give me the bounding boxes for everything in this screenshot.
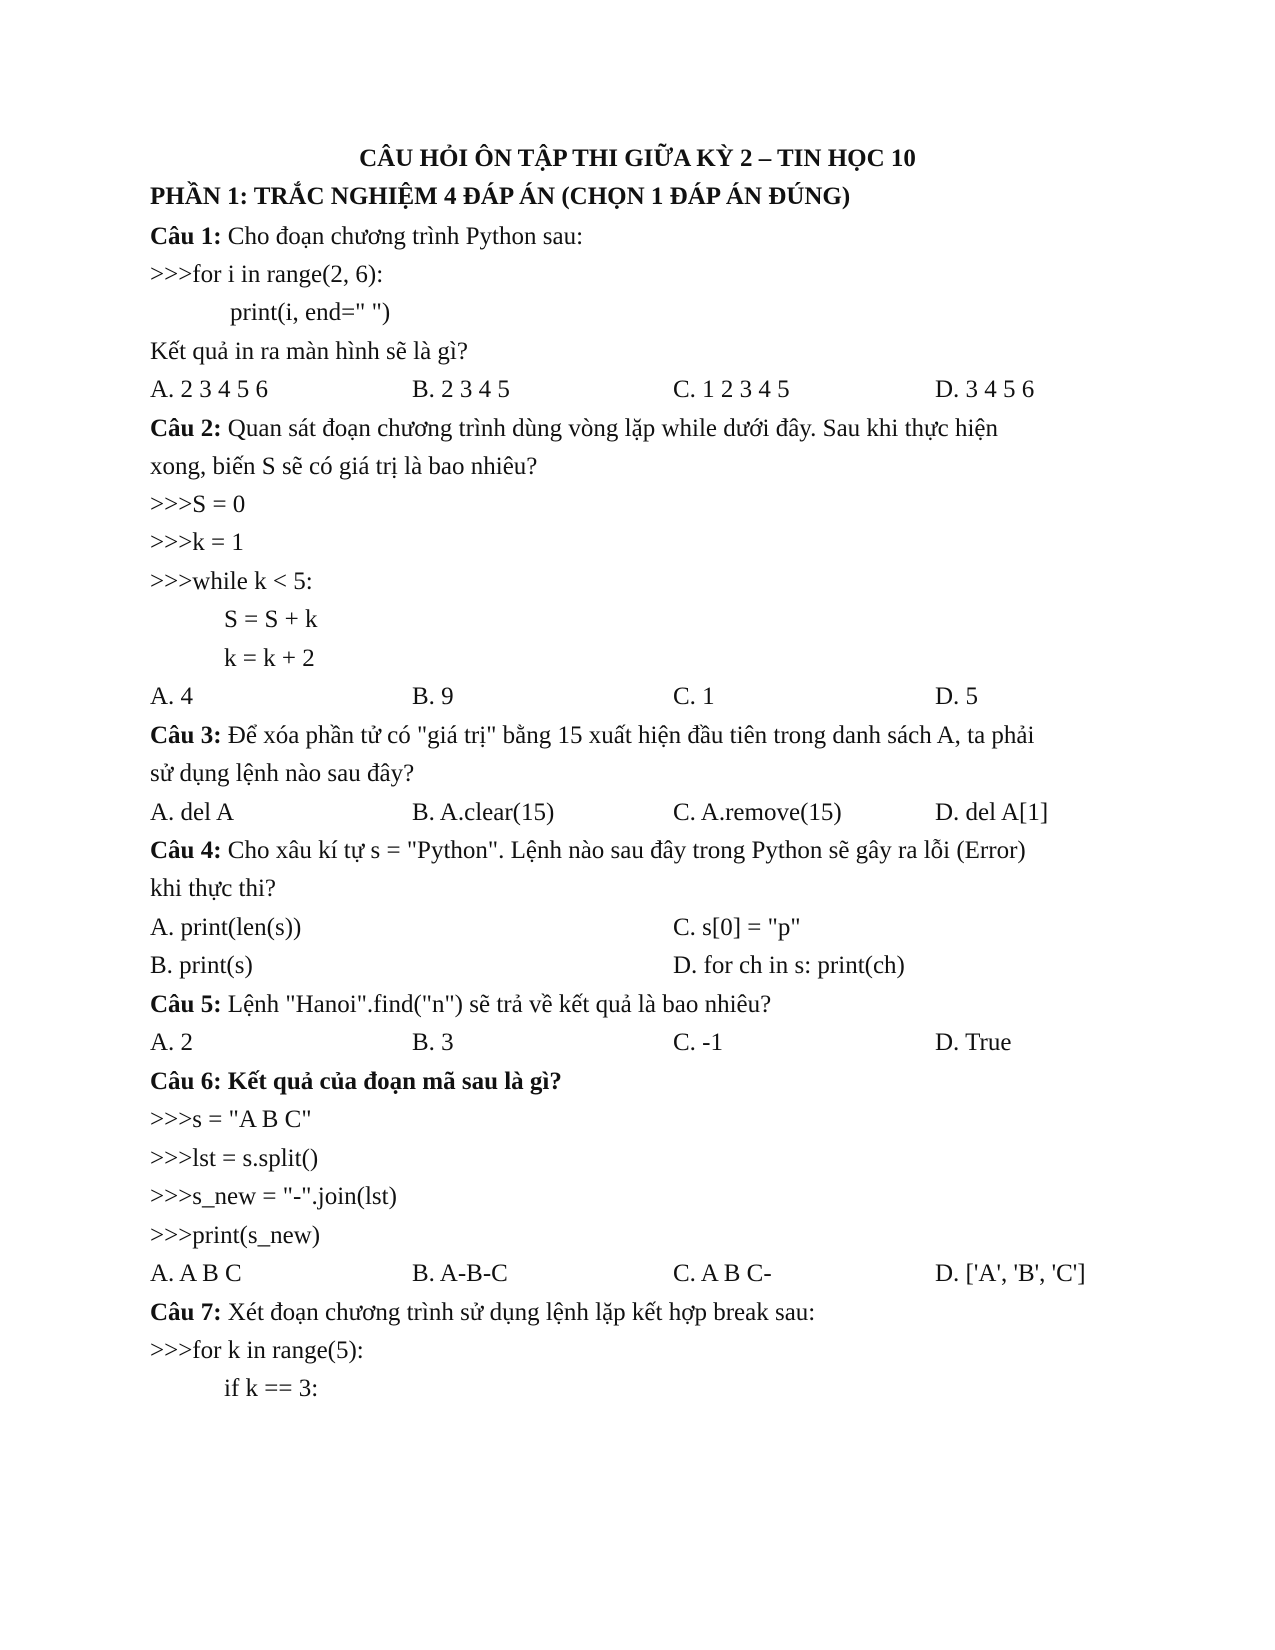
question-text: Lệnh "Hanoi".find("n") sẽ trả về kết quả là bao nhiêu? bbox=[221, 991, 772, 1018]
code-line: >>>while k < 5: bbox=[150, 568, 313, 595]
question-text-cont: khi thực thi? bbox=[150, 875, 277, 902]
question-2 bbox=[150, 414, 998, 444]
option-a: A. 2 3 4 5 6 bbox=[150, 376, 269, 403]
code-line: >>>s = "A B C" bbox=[150, 1106, 312, 1133]
question-text-cont: sử dụng lệnh nào sau đây? bbox=[150, 760, 415, 787]
code-line: >>>k = 1 bbox=[150, 529, 244, 556]
option-b: B. 3 bbox=[412, 1029, 454, 1056]
question-label: Câu 6: bbox=[150, 1068, 222, 1095]
code-line: >>>s_new = "-".join(lst) bbox=[150, 1183, 397, 1210]
question-text: Xét đoạn chương trình sử dụng lệnh lặp kết hợp break sau: bbox=[221, 1299, 816, 1326]
question-prompt: Kết quả in ra màn hình sẽ là gì? bbox=[150, 338, 468, 365]
code-line: >>>print(s_new) bbox=[150, 1222, 321, 1249]
option-b: B. 9 bbox=[412, 683, 454, 710]
question-5 bbox=[150, 990, 771, 1020]
code-line: >>>lst = s.split() bbox=[150, 1145, 319, 1172]
question-3 bbox=[150, 721, 1034, 751]
option-a: A. print(len(s)) bbox=[150, 914, 302, 941]
code-line: print(i, end=" ") bbox=[230, 299, 391, 326]
question-4 bbox=[150, 836, 1026, 866]
option-d: D. for ch in s: print(ch) bbox=[673, 952, 905, 979]
option-c: C. -1 bbox=[673, 1029, 723, 1056]
section-heading: PHẦN 1: TRẮC NGHIỆM 4 ĐÁP ÁN (CHỌN 1 ĐÁP ÁN ĐÚNG) bbox=[150, 183, 851, 210]
option-a: A. 4 bbox=[150, 683, 194, 710]
question-7 bbox=[150, 1298, 815, 1328]
question-label: Câu 2: bbox=[150, 415, 222, 442]
option-c: C. A.remove(15) bbox=[673, 799, 842, 826]
option-d: D. 3 4 5 6 bbox=[935, 376, 1035, 403]
code-line: k = k + 2 bbox=[224, 645, 315, 672]
option-c: C. 1 bbox=[673, 683, 715, 710]
code-line: >>>S = 0 bbox=[150, 491, 246, 518]
code-line: if k == 3: bbox=[224, 1375, 319, 1402]
document-title: CÂU HỎI ÔN TẬP THI GIỮA KỲ 2 – TIN HỌC 10 bbox=[359, 145, 916, 172]
option-d: D. ['A', 'B', 'C'] bbox=[935, 1260, 1086, 1287]
question-text-cont: xong, biến S sẽ có giá trị là bao nhiêu? bbox=[150, 453, 538, 480]
question-6 bbox=[150, 1067, 562, 1097]
question-label: Câu 3: bbox=[150, 722, 222, 749]
question-text: Kết quả của đoạn mã sau là gì? bbox=[221, 1068, 562, 1095]
option-b: B. A-B-C bbox=[412, 1260, 508, 1287]
question-label: Câu 5: bbox=[150, 991, 222, 1018]
option-c: C. s[0] = "p" bbox=[673, 914, 801, 941]
option-d: D. True bbox=[935, 1029, 1012, 1056]
option-d: D. del A[1] bbox=[935, 799, 1049, 826]
question-label: Câu 1: bbox=[150, 223, 222, 250]
question-text: Quan sát đoạn chương trình dùng vòng lặp while dưới đây. Sau khi thực hiện bbox=[221, 415, 998, 442]
code-line: >>>for k in range(5): bbox=[150, 1337, 364, 1364]
code-line: >>>for i in range(2, 6): bbox=[150, 261, 384, 288]
option-a: A. 2 bbox=[150, 1029, 194, 1056]
option-b: B. 2 3 4 5 bbox=[412, 376, 510, 403]
option-a: A. A B C bbox=[150, 1260, 242, 1287]
code-line: S = S + k bbox=[224, 606, 318, 633]
option-b: B. print(s) bbox=[150, 952, 253, 979]
question-text: Để xóa phần tử có "giá trị" bằng 15 xuất hiện đầu tiên trong danh sách A, ta phải bbox=[221, 722, 1035, 749]
question-text: Cho đoạn chương trình Python sau: bbox=[221, 223, 584, 250]
question-label: Câu 4: bbox=[150, 837, 222, 864]
question-1 bbox=[150, 222, 583, 252]
option-c: C. 1 2 3 4 5 bbox=[673, 376, 790, 403]
option-c: C. A B C- bbox=[673, 1260, 772, 1287]
option-b: B. A.clear(15) bbox=[412, 799, 555, 826]
option-a: A. del A bbox=[150, 799, 235, 826]
question-text: Cho xâu kí tự s = "Python". Lệnh nào sau đây trong Python sẽ gây ra lỗi (Error) bbox=[221, 837, 1026, 864]
question-label: Câu 7: bbox=[150, 1299, 222, 1326]
option-d: D. 5 bbox=[935, 683, 979, 710]
